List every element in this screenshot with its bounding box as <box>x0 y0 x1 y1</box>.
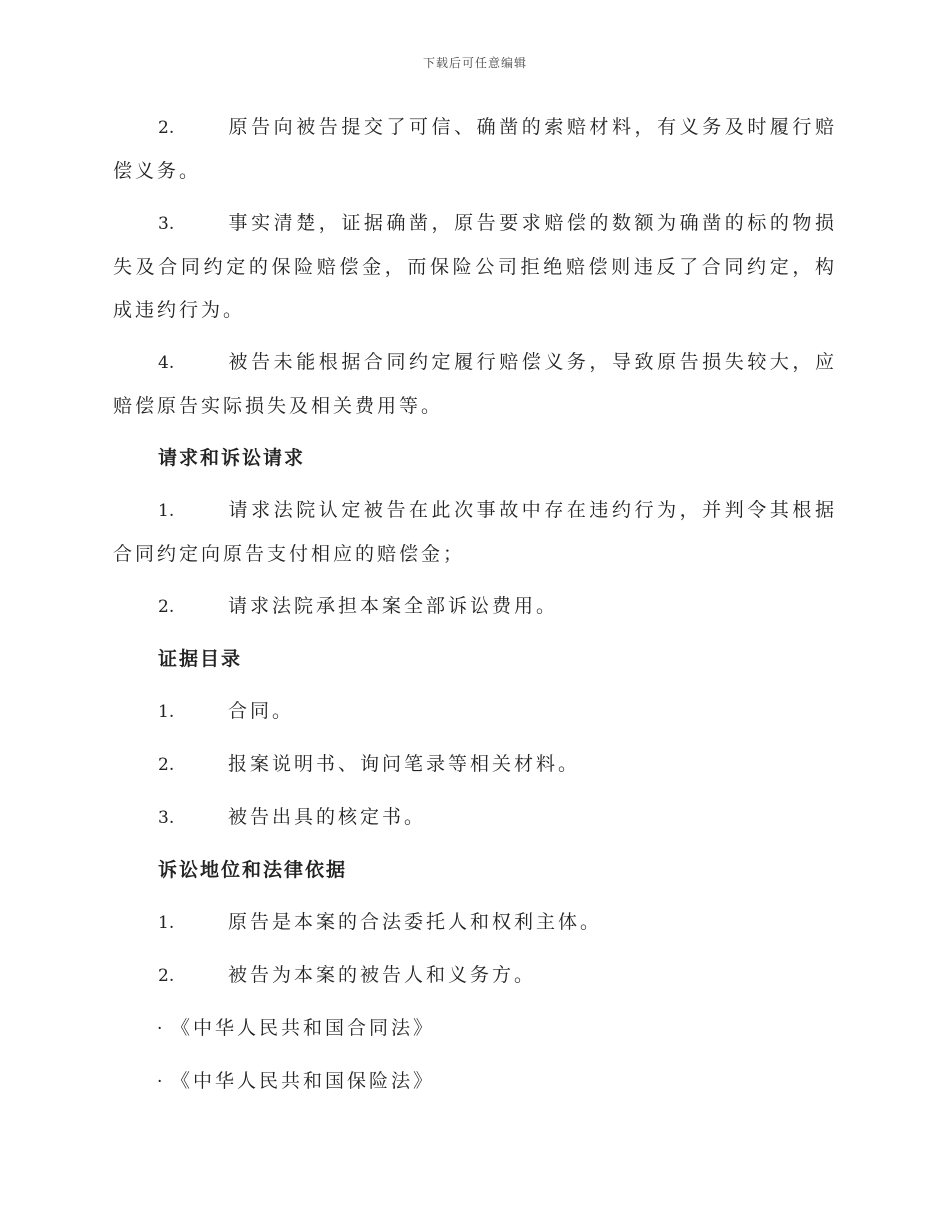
item-text: 请求法院承担本案全部诉讼费用。 <box>228 595 559 617</box>
paragraph-text: 请求法院认定被告在此次事故中存在违约行为，并判令其根据合同约定向原告支付相应的赔偿金； <box>113 499 837 565</box>
paragraph-text: 原告向被告提交了可信、确凿的索赔材料，有义务及时履行赔偿义务。 <box>113 116 837 182</box>
item-number: 2. <box>158 755 175 775</box>
evidence-item <box>113 690 837 734</box>
status-item <box>113 954 837 998</box>
item-text: 原告是本案的合法委托人和权利主体。 <box>228 911 603 933</box>
law-title: 《中华人民共和国合同法》 <box>171 1017 436 1039</box>
bullet-icon: · <box>157 1019 163 1039</box>
paragraph-number: 3. <box>158 214 175 234</box>
page-header: 下载后可任意编辑 <box>422 56 527 70</box>
item-text: 被告为本案的被告人和义务方。 <box>228 964 537 986</box>
section-heading-status: 诉讼地位和法律依据 <box>158 859 348 881</box>
evidence-item <box>113 743 837 787</box>
paragraph-text: 事实清楚，证据确凿，原告要求赔偿的数额为确凿的标的物损失及合同约定的保险赔偿金，而保险公司拒绝赔偿则违反了合同约定，构成违约行为。 <box>113 212 837 321</box>
law-bullet-item <box>113 1060 837 1104</box>
paragraph-text: 被告未能根据合同约定履行赔偿义务，导致原告损失较大，应赔偿原告实际损失及相关费用等。 <box>113 351 837 417</box>
paragraph-number: 2. <box>158 118 175 138</box>
document-body <box>113 106 837 1113</box>
law-bullet-item <box>113 1007 837 1051</box>
status-item <box>113 901 837 945</box>
item-text: 报案说明书、询问笔录等相关材料。 <box>228 753 581 775</box>
item-number: 3. <box>158 808 175 828</box>
paragraph-number: 4. <box>158 353 175 373</box>
section-heading-claims: 请求和诉讼请求 <box>158 447 306 469</box>
item-number: 2. <box>158 597 175 617</box>
item-number: 1. <box>158 913 175 933</box>
bullet-icon: · <box>157 1072 163 1092</box>
item-number: 2. <box>158 966 175 986</box>
fact-paragraph <box>113 202 837 332</box>
item-text: 合同。 <box>228 700 295 722</box>
claim-item <box>113 585 837 629</box>
law-title: 《中华人民共和国保险法》 <box>171 1070 436 1092</box>
item-text: 被告出具的核定书。 <box>228 806 427 828</box>
fact-paragraph <box>113 106 837 193</box>
section-heading-evidence: 证据目录 <box>158 648 243 670</box>
evidence-item <box>113 796 837 840</box>
fact-paragraph <box>113 341 837 428</box>
item-number: 1. <box>158 702 175 722</box>
claim-paragraph <box>113 489 837 576</box>
paragraph-number: 1. <box>158 501 175 521</box>
